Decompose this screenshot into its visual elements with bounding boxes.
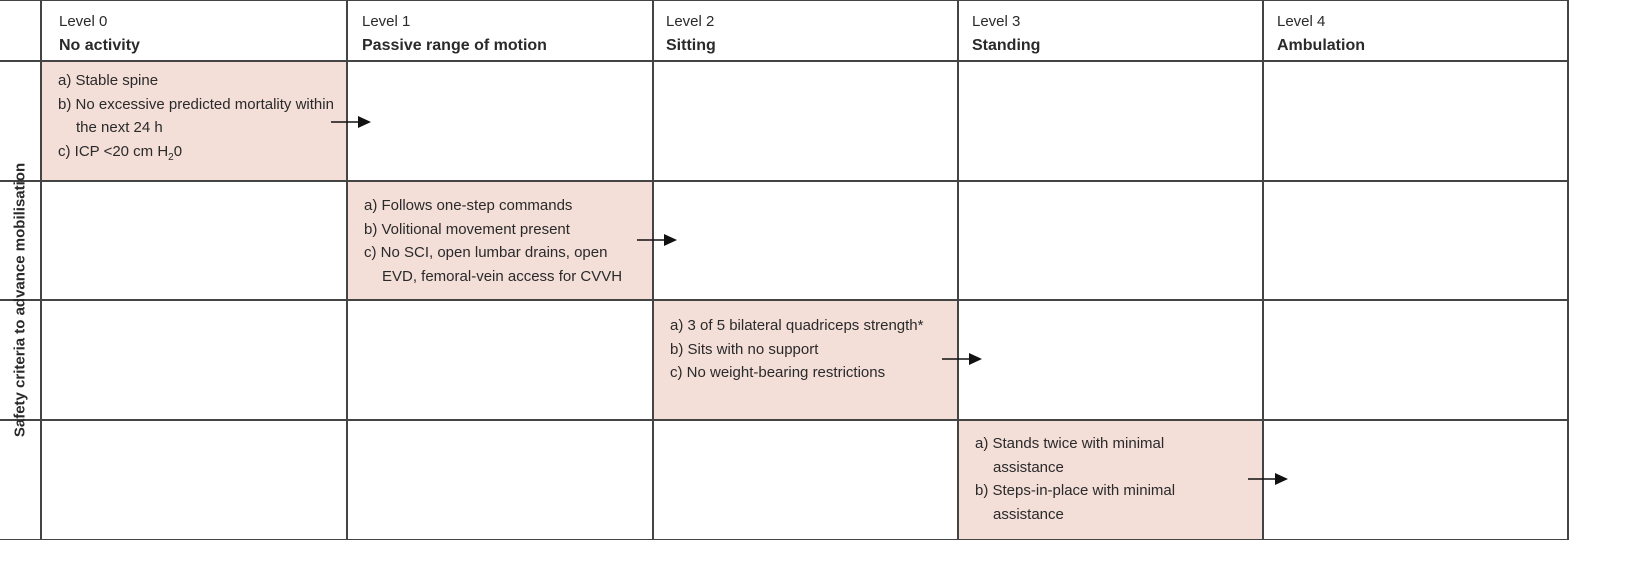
criterion: a) Stable spine bbox=[58, 72, 159, 89]
side-label: Safety criteria to advance mobilisation bbox=[11, 162, 29, 438]
arrow-right-icon bbox=[331, 115, 371, 129]
header-level-0: Level 0 No activity bbox=[59, 13, 140, 54]
divider bbox=[0, 60, 1568, 62]
header-level-4: Level 4 Ambulation bbox=[1277, 13, 1365, 54]
criterion: c) ICP <20 cm $H_20$ bbox=[58, 142, 183, 163]
divider bbox=[652, 0, 654, 540]
divider bbox=[1262, 0, 1264, 540]
divider bbox=[0, 419, 1568, 421]
arrow-right-icon bbox=[637, 233, 677, 247]
criterion: a) Stands twice with minimal assistance bbox=[975, 435, 1165, 476]
divider bbox=[957, 0, 959, 540]
divider bbox=[1567, 0, 1569, 540]
header-level-1: Level 1 Passive range of motion bbox=[362, 13, 547, 54]
criterion: b) Volitional movement present bbox=[364, 220, 570, 238]
divider bbox=[346, 0, 348, 540]
criterion: a) Follows one-step commands bbox=[364, 197, 573, 214]
criterion: b) No excessive predicted mortality within the next 24 h bbox=[58, 95, 334, 136]
divider bbox=[40, 0, 42, 540]
divider bbox=[0, 180, 1568, 182]
criterion: c) No weight-bearing restrictions bbox=[670, 364, 886, 381]
criterion: c) No SCI, open lumbar drains, open EVD, femoral-vein access for CVVH bbox=[364, 244, 623, 285]
criterion: b) Sits with no support bbox=[670, 340, 819, 358]
arrow-right-icon bbox=[942, 352, 982, 366]
criterion: a) 3 of 5 bilateral quadriceps strength* bbox=[670, 317, 924, 334]
criterion: b) Steps-in-place with minimal assistance bbox=[975, 482, 1176, 523]
header-level-3: Level 3 Standing bbox=[972, 13, 1041, 54]
divider bbox=[0, 299, 1568, 301]
arrow-right-icon bbox=[1248, 472, 1288, 486]
header-level-2: Level 2 Sitting bbox=[666, 13, 716, 54]
